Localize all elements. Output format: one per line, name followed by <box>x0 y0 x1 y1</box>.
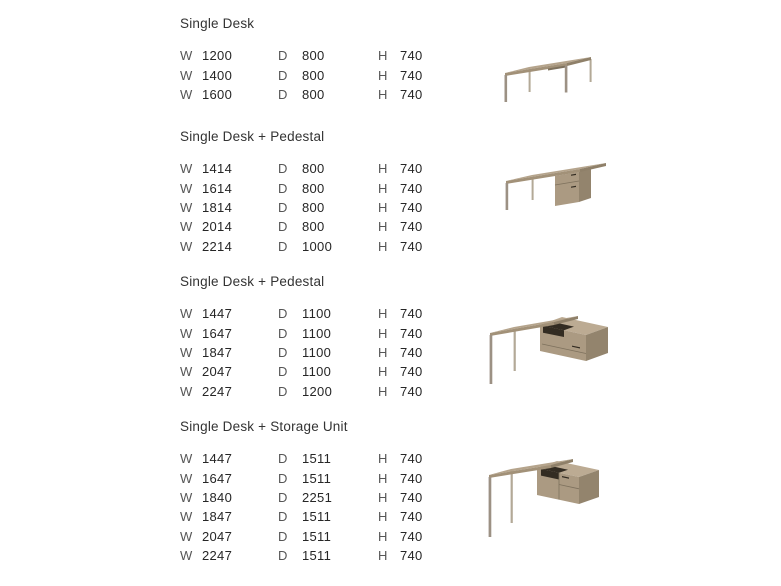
height-value: 740 <box>400 219 423 235</box>
height-label: H <box>378 509 388 525</box>
depth-label: D <box>278 325 288 341</box>
height-label: H <box>378 48 388 64</box>
height-label: H <box>378 180 388 196</box>
width-label: W <box>180 86 193 102</box>
height-label: H <box>378 86 388 102</box>
desk-with-pedestal-render <box>503 157 615 215</box>
dimension-table <box>180 159 480 256</box>
depth-label: D <box>278 364 288 380</box>
height-label: H <box>378 219 388 235</box>
desk-with-storage-unit-render <box>487 447 607 543</box>
section-title: Single Desk <box>180 16 255 31</box>
width-label: W <box>180 470 193 486</box>
width-value: 1840 <box>202 489 233 505</box>
width-label: W <box>180 383 193 399</box>
dimension-row <box>180 65 480 84</box>
width-value: 1447 <box>202 451 233 467</box>
desk-illustration-desk-with-storage-unit <box>487 447 607 543</box>
dimension-row <box>180 382 480 401</box>
depth-value: 800 <box>302 67 325 83</box>
spec-section <box>180 16 480 104</box>
dimension-row <box>180 217 480 236</box>
spec-section <box>180 419 480 565</box>
depth-value: 2251 <box>302 489 333 505</box>
height-value: 740 <box>400 489 423 505</box>
height-label: H <box>378 548 388 564</box>
desk-illustration-desk-with-credenza-pedestal <box>488 303 612 386</box>
dimension-row <box>180 323 480 342</box>
width-label: W <box>180 199 193 215</box>
width-label: W <box>180 238 193 254</box>
height-label: H <box>378 451 388 467</box>
height-value: 740 <box>400 528 423 544</box>
depth-value: 1511 <box>302 470 332 486</box>
width-value: 2047 <box>202 364 233 380</box>
depth-value: 800 <box>302 161 325 177</box>
height-value: 740 <box>400 364 423 380</box>
depth-value: 1511 <box>302 509 332 525</box>
depth-value: 1511 <box>302 528 332 544</box>
depth-label: D <box>278 509 288 525</box>
width-value: 1647 <box>202 325 233 341</box>
depth-label: D <box>278 470 288 486</box>
height-label: H <box>378 383 388 399</box>
depth-label: D <box>278 48 288 64</box>
height-value: 740 <box>400 48 423 64</box>
width-value: 1847 <box>202 509 233 525</box>
depth-label: D <box>278 238 288 254</box>
dimension-row <box>180 488 480 507</box>
height-value: 740 <box>400 451 423 467</box>
height-label: H <box>378 344 388 360</box>
width-value: 2014 <box>202 219 233 235</box>
height-value: 740 <box>400 306 423 322</box>
height-label: H <box>378 306 388 322</box>
height-value: 740 <box>400 67 423 83</box>
dimension-row <box>180 304 480 323</box>
dimension-row <box>180 449 480 468</box>
dimension-row <box>180 507 480 526</box>
depth-label: D <box>278 528 288 544</box>
depth-value: 1100 <box>302 344 332 360</box>
height-label: H <box>378 67 388 83</box>
height-value: 740 <box>400 161 423 177</box>
dimension-row <box>180 178 480 197</box>
depth-label: D <box>278 344 288 360</box>
section-title: Single Desk + Storage Unit <box>180 419 348 434</box>
spec-section <box>180 129 480 256</box>
width-value: 1400 <box>202 67 233 83</box>
dimension-row <box>180 85 480 104</box>
depth-value: 800 <box>302 199 325 215</box>
depth-value: 1200 <box>302 383 333 399</box>
depth-label: D <box>278 383 288 399</box>
depth-label: D <box>278 306 288 322</box>
depth-label: D <box>278 548 288 564</box>
depth-value: 1100 <box>302 325 332 341</box>
width-label: W <box>180 180 193 196</box>
height-value: 740 <box>400 325 423 341</box>
single-desk-render <box>500 45 597 105</box>
width-label: W <box>180 451 193 467</box>
dimension-table <box>180 304 480 401</box>
width-value: 1847 <box>202 344 233 360</box>
width-value: 1414 <box>202 161 233 177</box>
dimension-row <box>180 546 480 565</box>
height-value: 740 <box>400 86 423 102</box>
depth-value: 1000 <box>302 238 333 254</box>
height-value: 740 <box>400 548 423 564</box>
desk-illustration-single-desk <box>500 45 597 105</box>
width-value: 1814 <box>202 199 233 215</box>
width-value: 1647 <box>202 470 233 486</box>
height-label: H <box>378 470 388 486</box>
dimension-row <box>180 198 480 217</box>
depth-value: 800 <box>302 48 325 64</box>
height-label: H <box>378 161 388 177</box>
width-label: W <box>180 528 193 544</box>
height-label: H <box>378 199 388 215</box>
dimension-row <box>180 237 480 256</box>
height-label: H <box>378 489 388 505</box>
width-label: W <box>180 306 193 322</box>
height-label: H <box>378 325 388 341</box>
depth-label: D <box>278 451 288 467</box>
depth-value: 800 <box>302 180 325 196</box>
height-value: 740 <box>400 180 423 196</box>
depth-value: 1100 <box>302 364 332 380</box>
depth-value: 1511 <box>302 451 332 467</box>
depth-label: D <box>278 199 288 215</box>
width-label: W <box>180 344 193 360</box>
width-value: 2247 <box>202 383 233 399</box>
height-value: 740 <box>400 383 423 399</box>
height-label: H <box>378 528 388 544</box>
width-value: 1447 <box>202 306 233 322</box>
width-value: 2214 <box>202 238 233 254</box>
width-value: 1600 <box>202 86 233 102</box>
section-title: Single Desk + Pedestal <box>180 274 325 289</box>
height-value: 740 <box>400 470 423 486</box>
height-value: 740 <box>400 509 423 525</box>
depth-label: D <box>278 219 288 235</box>
depth-label: D <box>278 67 288 83</box>
depth-label: D <box>278 489 288 505</box>
height-label: H <box>378 238 388 254</box>
height-value: 740 <box>400 199 423 215</box>
dimension-row <box>180 46 480 65</box>
width-label: W <box>180 219 193 235</box>
width-label: W <box>180 489 193 505</box>
desk-illustration-desk-with-pedestal <box>503 157 615 215</box>
width-value: 2247 <box>202 548 233 564</box>
height-value: 740 <box>400 344 423 360</box>
width-label: W <box>180 325 193 341</box>
depth-label: D <box>278 180 288 196</box>
depth-label: D <box>278 161 288 177</box>
section-title: Single Desk + Pedestal <box>180 129 325 144</box>
depth-label: D <box>278 86 288 102</box>
dimension-row <box>180 159 480 178</box>
width-label: W <box>180 67 193 83</box>
width-label: W <box>180 364 193 380</box>
width-label: W <box>180 161 193 177</box>
width-label: W <box>180 48 193 64</box>
dimension-table <box>180 46 480 104</box>
dimension-row <box>180 468 480 487</box>
spec-section <box>180 274 480 401</box>
desk-with-credenza-render <box>488 303 612 386</box>
height-value: 740 <box>400 238 423 254</box>
dimension-row <box>180 343 480 362</box>
width-value: 2047 <box>202 528 233 544</box>
depth-value: 800 <box>302 86 325 102</box>
dimension-row <box>180 362 480 381</box>
width-label: W <box>180 509 193 525</box>
dimension-table <box>180 449 480 565</box>
depth-value: 800 <box>302 219 325 235</box>
width-value: 1614 <box>202 180 233 196</box>
depth-value: 1100 <box>302 306 332 322</box>
width-value: 1200 <box>202 48 233 64</box>
depth-value: 1511 <box>302 548 332 564</box>
height-label: H <box>378 364 388 380</box>
dimension-row <box>180 527 480 546</box>
width-label: W <box>180 548 193 564</box>
